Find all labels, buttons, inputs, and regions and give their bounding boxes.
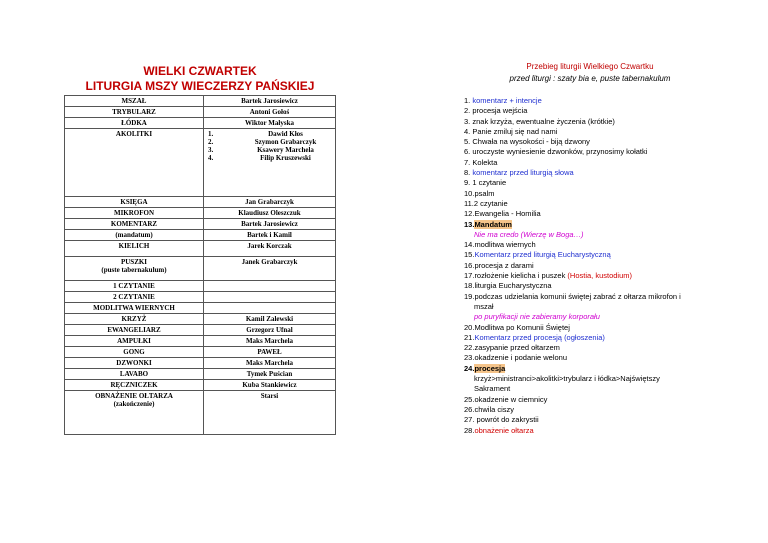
table-row bbox=[65, 96, 336, 107]
person-name: Filip Kruszewski bbox=[260, 154, 311, 162]
role-cell: DZWONKI bbox=[65, 358, 204, 369]
list-item bbox=[464, 312, 734, 322]
step-text: Chwała na wysokości - biją dzwony bbox=[472, 137, 590, 147]
list-item bbox=[464, 220, 734, 230]
person-cell: Kuba Stankiewicz bbox=[204, 380, 336, 391]
step-text: rozłożenie kielicha i puszek bbox=[474, 271, 568, 281]
table-row bbox=[65, 129, 336, 197]
list-item bbox=[464, 168, 734, 178]
person-cell bbox=[204, 129, 336, 197]
table-row bbox=[65, 219, 336, 230]
step-number: 16. bbox=[464, 260, 475, 270]
role-cell: EWANGELIARZ bbox=[65, 325, 204, 336]
list-item bbox=[464, 364, 734, 374]
person-name: Szymon Grabarczyk bbox=[254, 138, 317, 146]
list-item bbox=[464, 343, 734, 353]
step-text: Panie zmiluj się nad nami bbox=[472, 126, 558, 136]
step-text: Ewangelia - Homilia bbox=[474, 209, 541, 219]
list-item bbox=[464, 158, 734, 168]
step-note: Nie ma credo (Wierzę w Boga…) bbox=[474, 229, 584, 239]
page-subtitle: LITURGIA MSZY WIECZERZY PAŃSKIEJ bbox=[85, 79, 315, 93]
step-note: (Hostia, kustodium) bbox=[567, 271, 633, 281]
step-number: 8. bbox=[464, 168, 471, 178]
role-cell: GONG bbox=[65, 347, 204, 358]
role-cell: MIKROFON bbox=[65, 208, 204, 219]
person-cell: Jarek Korczak bbox=[204, 241, 336, 257]
step-text: chwila ciszy bbox=[474, 404, 515, 414]
list-item bbox=[464, 189, 734, 199]
akolici-list bbox=[206, 130, 333, 162]
list-item bbox=[464, 426, 734, 436]
person-cell: Antoni Gołoś bbox=[204, 107, 336, 118]
step-number: 26. bbox=[464, 404, 475, 414]
list-item bbox=[464, 199, 734, 209]
step-number: 10. bbox=[464, 188, 475, 198]
list-item bbox=[464, 415, 734, 425]
step-note: po puryfikacji nie zabieramy korporału bbox=[474, 312, 600, 322]
step-number: 1. bbox=[464, 96, 471, 105]
list-item bbox=[464, 250, 734, 260]
role-cell: MSZAŁ bbox=[65, 96, 204, 107]
list-item bbox=[206, 146, 333, 154]
table-row bbox=[65, 336, 336, 347]
list-item bbox=[464, 261, 734, 271]
person-cell: Bartek Jarosiewicz bbox=[204, 219, 336, 230]
list-item bbox=[464, 323, 734, 333]
step-number: 15. bbox=[464, 250, 475, 260]
step-number: 22. bbox=[464, 343, 475, 353]
list-item bbox=[464, 302, 734, 312]
step-number: 25. bbox=[464, 394, 475, 404]
step-number: 19. bbox=[464, 291, 475, 301]
step-text: liturgia Eucharystyczna bbox=[474, 281, 552, 291]
role-cell: 2 CZYTANIE bbox=[65, 292, 204, 303]
person-cell: Bartek Jarosiewicz bbox=[204, 96, 336, 107]
step-number: 20. bbox=[464, 322, 475, 332]
table-row bbox=[65, 314, 336, 325]
list-item bbox=[464, 353, 734, 363]
table-row bbox=[65, 347, 336, 358]
list-item bbox=[464, 384, 734, 394]
table-row bbox=[65, 391, 336, 435]
step-text: mszał bbox=[474, 301, 494, 311]
step-number: 18. bbox=[464, 281, 475, 291]
role-cell: (mandatum) bbox=[65, 230, 204, 241]
role-cell bbox=[65, 391, 204, 435]
step-number: 9. bbox=[464, 178, 471, 188]
step-text: komentarz + intencje bbox=[472, 96, 542, 105]
step-text: Mandatum bbox=[474, 219, 512, 229]
list-item bbox=[464, 230, 734, 240]
person-cell: Janek Grabarczyk bbox=[204, 257, 336, 281]
person-cell: Bartek i Kamil bbox=[204, 230, 336, 241]
list-item bbox=[464, 405, 734, 415]
role-cell: 1 CZYTANIE bbox=[65, 281, 204, 292]
list-number: 2. bbox=[208, 138, 214, 146]
list-item bbox=[464, 395, 734, 405]
table-row bbox=[65, 257, 336, 281]
person-name: Ksawery Marchela bbox=[257, 146, 314, 154]
person-cell: Maks Marchela bbox=[204, 336, 336, 347]
step-text: psalm bbox=[474, 188, 495, 198]
role-cell: KRZYŻ bbox=[65, 314, 204, 325]
step-number: 24. bbox=[464, 363, 475, 373]
step-number: 28. bbox=[464, 425, 475, 435]
list-item bbox=[206, 130, 333, 138]
step-number: 12. bbox=[464, 209, 475, 219]
step-number: 21. bbox=[464, 332, 475, 342]
role-cell: KSIĘGA bbox=[65, 197, 204, 208]
person-cell: PAWEŁ bbox=[204, 347, 336, 358]
step-text: komentarz przed liturgią słowa bbox=[472, 168, 574, 178]
person-cell: Wiktor Małyska bbox=[204, 118, 336, 129]
step-text: zasypanie przed ołtarzem bbox=[474, 343, 560, 353]
roles-table bbox=[64, 95, 336, 435]
list-item bbox=[464, 209, 734, 219]
person-cell: Kamil Zalewski bbox=[204, 314, 336, 325]
step-text: Modlitwa po Komunii Świętej bbox=[474, 322, 570, 332]
list-number: 3. bbox=[208, 146, 214, 154]
step-text: procesja bbox=[474, 363, 506, 373]
list-item bbox=[464, 374, 734, 384]
role-cell: AMPUŁKI bbox=[65, 336, 204, 347]
step-number: 14. bbox=[464, 240, 475, 250]
step-number: 2. bbox=[464, 106, 471, 116]
table-row bbox=[65, 208, 336, 219]
table-row bbox=[65, 118, 336, 129]
step-number: 23. bbox=[464, 353, 475, 363]
step-text: 2 czytanie bbox=[473, 198, 508, 208]
role-cell: MODLITWA WIERNYCH bbox=[65, 303, 204, 314]
step-number: 27. bbox=[464, 415, 475, 425]
step-number: 6. bbox=[464, 147, 471, 157]
step-number: 5. bbox=[464, 137, 471, 147]
step-text: okadzenie i podanie welonu bbox=[474, 353, 568, 363]
role-cell: AKOLITKI bbox=[65, 129, 204, 197]
step-text: znak krzyża, ewentualne życzenia (krótkie) bbox=[472, 116, 615, 126]
table-row bbox=[65, 325, 336, 336]
step-text: uroczyste wyniesienie dzwonków, przynosimy kołatki bbox=[472, 147, 648, 157]
list-item bbox=[464, 178, 734, 188]
list-item bbox=[464, 292, 734, 302]
role-label: OBNAŻENIE OŁTARZA bbox=[95, 392, 173, 400]
step-number: 4. bbox=[464, 126, 471, 136]
role-note: (zakończenie) bbox=[113, 400, 155, 408]
list-item bbox=[464, 117, 734, 127]
step-text: Sakrament bbox=[474, 384, 511, 394]
list-item bbox=[206, 138, 333, 146]
person-cell: Tymek Puścian bbox=[204, 369, 336, 380]
person-cell: Starsi bbox=[204, 391, 336, 435]
role-cell: ŁÓDKA bbox=[65, 118, 204, 129]
list-item bbox=[464, 106, 734, 116]
step-text: okadzenie w ciemnicy bbox=[474, 394, 548, 404]
table-row bbox=[65, 281, 336, 292]
table-row bbox=[65, 241, 336, 257]
list-item bbox=[206, 154, 333, 162]
step-text: 1 czytanie bbox=[472, 178, 507, 188]
person-name: Dawid Kłos bbox=[268, 130, 303, 138]
table-row bbox=[65, 107, 336, 118]
list-number: 1. bbox=[208, 130, 214, 138]
step-text: obnażenie ołtarza bbox=[474, 425, 534, 435]
person-cell bbox=[204, 303, 336, 314]
list-item bbox=[464, 147, 734, 157]
person-cell: Grzegorz Ufnal bbox=[204, 325, 336, 336]
table-row bbox=[65, 358, 336, 369]
person-cell bbox=[204, 281, 336, 292]
liturgy-order-title: Przebieg liturgii Wielkiego Czwartku bbox=[526, 62, 654, 71]
role-cell: LAVABO bbox=[65, 369, 204, 380]
role-cell: KIELICH bbox=[65, 241, 204, 257]
step-text: powrót do zakrystii bbox=[474, 415, 539, 425]
role-cell: KOMENTARZ bbox=[65, 219, 204, 230]
step-text: Komentarz przed liturgią Eucharystyczną bbox=[474, 250, 611, 260]
step-text: procesja z darami bbox=[474, 260, 534, 270]
table-row bbox=[65, 380, 336, 391]
role-note: (puste tabernakulum) bbox=[101, 266, 167, 274]
page-title: WIELKI CZWARTEK bbox=[143, 64, 257, 78]
step-text: procesja wejścia bbox=[472, 106, 528, 116]
list-item bbox=[464, 127, 734, 137]
step-text: Komentarz przed procesją (ogłoszenia) bbox=[474, 332, 605, 342]
step-number: 13. bbox=[464, 219, 475, 229]
step-number: 3. bbox=[464, 116, 471, 126]
step-number: 17. bbox=[464, 271, 475, 281]
list-number: 4. bbox=[208, 154, 214, 162]
step-text: modlitwa wiernych bbox=[474, 240, 536, 250]
liturgy-steps-list bbox=[464, 96, 734, 436]
role-cell: TRYBULARZ bbox=[65, 107, 204, 118]
list-item bbox=[464, 137, 734, 147]
step-text: Kolekta bbox=[472, 157, 498, 167]
role-cell bbox=[65, 257, 204, 281]
step-number: 11. bbox=[464, 198, 474, 208]
person-cell: Klaudiusz Oleszczuk bbox=[204, 208, 336, 219]
list-item bbox=[464, 281, 734, 291]
list-item bbox=[464, 96, 734, 106]
table-row bbox=[65, 303, 336, 314]
table-row bbox=[65, 230, 336, 241]
person-cell bbox=[204, 292, 336, 303]
person-cell: Maks Marchela bbox=[204, 358, 336, 369]
role-cell: RĘCZNICZEK bbox=[65, 380, 204, 391]
list-item bbox=[464, 333, 734, 343]
step-text: krzyż>ministranci>akolitki>trybularz i łódka>Najświętszy bbox=[474, 374, 660, 384]
table-row bbox=[65, 369, 336, 380]
list-item bbox=[464, 240, 734, 250]
step-number: 7. bbox=[464, 157, 471, 167]
liturgy-order-subtitle: przed liturgi : szaty bia e, puste tabernakulum bbox=[509, 74, 671, 83]
list-item bbox=[464, 271, 734, 281]
role-label: PUSZKI bbox=[120, 258, 148, 266]
step-text: podczas udzielania komunii świętej zabrać z ołtarza mikrofon i bbox=[474, 291, 681, 301]
table-row bbox=[65, 292, 336, 303]
table-row bbox=[65, 197, 336, 208]
person-cell: Jan Grabarczyk bbox=[204, 197, 336, 208]
